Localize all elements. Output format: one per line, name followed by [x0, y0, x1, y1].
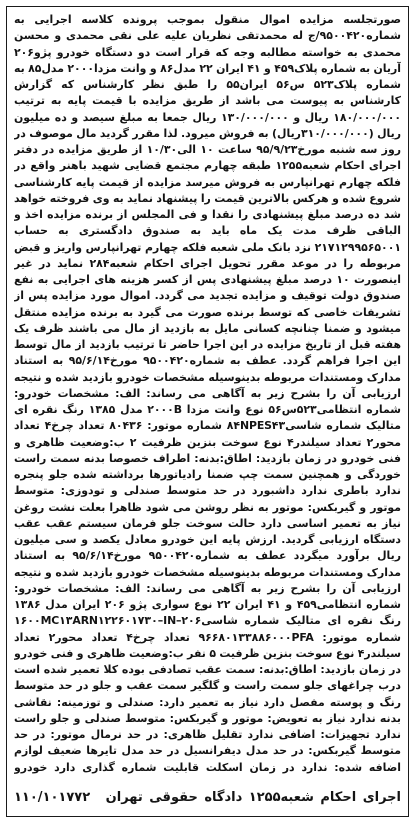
auction-notice [6, 6, 409, 817]
issuer-signature: اجرای احکام شعبه۱۲۵۵ دادگاه حقوقی تهران [105, 789, 401, 805]
notice-footer [14, 784, 401, 810]
notice-body-text: صورتجلسه مزایده اموال منقول بموجب پرونده کلاسه اجرایی به شماره۹۵۰۰۴۲۰/ج له محمدتقی نظریان علیه علی نقی محمدی و محسن محمدی به خواسته مطالبه وجه که قرار است دو دستگاه خودرو پژو۲۰۶ آریان به شماره پلاک۴۵۹ و ۴۱ ایران ۲۲ مدل۸۶ و وانت مزدا۲۰۰۰ مدل۸۵ به شماره پلاک۵۲۳ س۵۶ ایران۵۵ را طبق نظر کارشناس که گزارش کارشناس به پیوست می باشد از طریق مزایده با قیمت پایه به ترتیب ۱۸۰/۰۰۰/۰۰۰ ریال و ۱۳۰/۰۰۰/۰۰۰ ریال جمعا به مبلغ سیصد و ده میلیون ریال (۳۱۰/۰۰۰/۰۰۰ریال) به فروش میرود. لذا مقرر گردید مال موصوف در روز سه شنبه مورخ۹۵/۹/۲۳ ساعت ۱۰ الی۱۰/۳۰ از طریق مزایده در دفتر اجرای احکام شعبه۱۲۵۵ طبقه چهارم مجتمع قضایی شهید باهنر واقع در فلکه چهارم تهرانپارس به فروش میرسد مزایده از قیمت پایه کارشناسی شروع شده و هرکس بالاترین قیمت را پیشنهاد نماید به وی فروخته خواهد شد ده درصد مبلغ پیشنهادی را نقدا و فی المجلس از برنده مزایده اخذ و الباقی ظرف مدت یک ماه باید به صندوق دادگستری به حساب ۲۱۷۱۲۹۹۵۶۵۰۰۱ نزد بانک ملی شعبه فلکه چهارم تهرانپارس واریز و قبض مربوطه را در موعد مقرر تحویل اجرای احکام شعبه۲۸۴ نماید در غیر اینصورت ۱۰ درصد مبلغ پیشنهادی پس از کسر هزینه های اجرایی به نفع صندوق دولت توقیف و مزایده تجدید می گردد. اموال مورد مزایده پس از تشریفات خاصی که توسط برنده صورت می گیرد به برنده مزایده منتقل میشود و ضمنا چنانچه کسانی مایل به بازدید از مال می باشند ظرف یک هفته قبل از تاریخ مزایده در این اجرا حاضر تا ترتیب بازدید از مال توسط این اجرا فراهم گردد. عطف به شماره۹۵۰۰۴۲۰ مورخ۹۵/۶/۱۴ به استناد مدارک ومستندات مربوطه بدینوسیله مشخصات خودرو بازدید شده و نتیجه ارزیابی آن را بشرح زیر به آگاهی می رساند: الف: مشخصات خودرو: شماره انتظامی۵۲۳س۵۶ نوع وانت مزدا ۲۰۰۰B مدل ۱۳۸۵ رنگ نقره ای متالیک شماره شاسی۸۴NPES۴۳ شماره موتور: ۸۰۴۳۶ تعداد چرخ۴ تعداد محور۲ تعداد سیلندر۴ نوع سوخت بنزین ظرفیت ۲ ب:وضعیت ظاهری و فنی خودرو در زمان بازدید: اطاق:بدنه: اطراف خصوصا بدنه سمت راست خوردگی و همچنین سمت چپ ضمنا رادیاتورها برداشته شده جلو پنجره ندارد باطری ندارد داشبورد در حد متوسط صندلی و تودوزی: متوسط موتور و گیربکس: موتور به نظر روشن می شود ظاهرا بعلت نشت روغن نیاز به تعمیر اساسی دارد حالت سوخت جلو فرمان سیستم عقب عقب دستگاه ارزیابی گردید. ارزش پایه این خودرو معادل یکصد و سی میلیون ریال برآورد میگردد عطف به شماره۹۵۰۰۴۲۰ مورخ۹۵/۶/۱۴ به استناد مدارک ومستندات مربوطه بدینوسیله مشخصات خودرو بازدید شده و نتیجه ارزیابی آن را بشرح زیر به آگاهی می رساند: الف: مشخصات خودرو: شماره انتظامی۴۵۹ و ۴۱ ایران ۲۲ نوع سواری پژو ۲۰۶ ایران مدل ۱۳۸۶ رنگ نقره ای متالیک شماره شاسی۱۶۰۰MC۱۳ARN۱۲۲۶۰۱۷۳۰–IN–۲۰۶ شماره موتور: ۹۶۶۸۰۱۳۳۸۸۶۰۰۰PFA تعداد چرخ۴ تعداد محور۲ تعداد سیلندر۴ نوع سوخت بنزین ظرفیت ۵ نفر ب:وضعیت ظاهری و فنی خودرو در زمان بازدید: اطاق:بدنه: سمت عقب تصادفی بوده کلا تعمیر شده است درب چراغهای جلو سمت راست و گلگیر سمت عقب و جلو در حد متوسط رنگ و پوسته مفصل دارد نیاز به تعمیر دارد: صندلی و توزمینه: نقاشی بدنه ندارد نیاز به تعویض: موتور و گیربکس: متوسط صندلی و جلو راست ندارد تجهیزات: اضافی ندارد تقلیل ظاهری: در حد نرمال موتور: در حد متوسط گیربکس: در حد مدل دیفرانسیل در حد مدل تایرها ضعیف لوازم اضافه شده: ندارد در زمان اسکلت قابلیت شماره گذاری دارد خودرو [14, 13, 401, 774]
notice-reference-code: ۱۱۰/۱۰۱۷۷۲ [14, 789, 91, 805]
